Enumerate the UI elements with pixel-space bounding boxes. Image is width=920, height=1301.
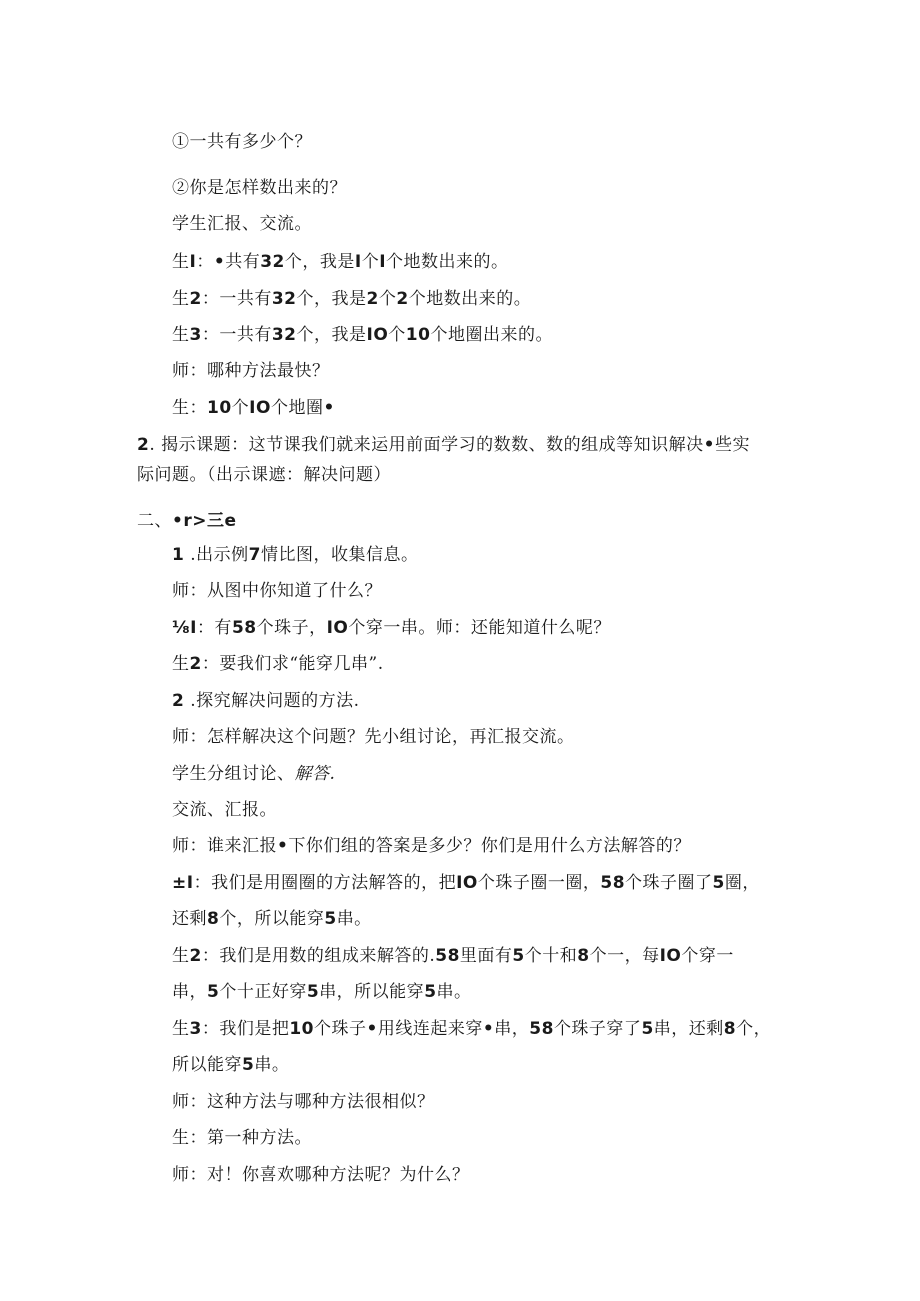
text-run: 10 — [405, 325, 431, 345]
text-run: 串，还剩 — [653, 1019, 724, 1039]
text-run: ：要我们求“能穿几串”. — [201, 654, 384, 674]
text-line — [172, 213, 312, 235]
text-line — [172, 544, 419, 566]
text-line — [172, 397, 335, 419]
text-line — [172, 981, 472, 1003]
text-run: 解答. — [294, 764, 336, 784]
text-run: 师：对！你喜欢哪种方法呢？为什么？ — [172, 1165, 470, 1185]
text-line — [172, 580, 382, 602]
text-run: 生 — [172, 325, 190, 345]
text-run: 师：从图中你知道了什么？ — [172, 581, 382, 601]
text-run: 生 — [172, 289, 190, 309]
text-line — [172, 1091, 435, 1113]
text-run: I — [379, 252, 387, 272]
text-run: 个，我是 — [296, 289, 367, 309]
text-line — [172, 177, 347, 199]
text-run: 个珠子 — [314, 1019, 367, 1039]
text-run: 个十正好穿 — [219, 982, 307, 1002]
text-run: 32 — [260, 252, 285, 272]
text-run: 串， — [494, 1019, 530, 1039]
text-run: 个 — [231, 398, 250, 418]
text-line — [137, 434, 750, 456]
text-run: 8 — [723, 1019, 737, 1039]
text-run: 个穿一串。师：还能知道什么呢？ — [348, 618, 611, 638]
text-run: IO — [326, 618, 349, 638]
text-run: 串。 — [254, 1055, 290, 1075]
text-run: 串，所以能穿 — [319, 982, 425, 1002]
text-run: 个 — [378, 289, 397, 309]
text-run: 个地数出来的。 — [386, 252, 509, 272]
text-line — [172, 726, 575, 748]
text-run: 串， — [172, 982, 207, 1002]
text-run: I — [189, 252, 197, 272]
text-run: • — [703, 435, 716, 455]
text-run: 8 — [577, 946, 590, 966]
text-line — [137, 510, 237, 532]
text-run: 个， — [736, 1019, 772, 1039]
text-run: 5 — [712, 873, 725, 893]
text-run: 个地数出来的。 — [408, 289, 532, 309]
text-run: 些实 — [715, 435, 751, 455]
text-run: 个地圈 — [270, 398, 324, 418]
text-run: 个十和 — [524, 946, 578, 966]
text-line — [172, 908, 372, 930]
text-line — [172, 131, 312, 153]
text-line — [172, 690, 360, 712]
text-line — [172, 1164, 470, 1186]
text-run: 58 — [231, 618, 257, 638]
text-run: 32 — [271, 325, 297, 345]
text-line — [172, 288, 531, 310]
text-run: 3 — [189, 1019, 202, 1039]
text-line — [172, 617, 611, 639]
text-run: 8 — [207, 909, 220, 929]
text-run: 个一，每 — [589, 946, 660, 966]
text-run: 2 — [189, 946, 202, 966]
text-run: ： — [196, 252, 214, 272]
text-run: 1 — [172, 545, 185, 565]
text-line — [172, 324, 553, 346]
text-run: 二、 — [137, 511, 172, 531]
text-run: 下你们组的答案是多少？你们是用什么方法解答的？ — [288, 836, 691, 856]
text-run: ：一共有 — [201, 325, 272, 345]
text-run: 5 — [324, 909, 337, 929]
text-run: 师：怎样解决这个问题？先小组讨论，再汇报交流。 — [172, 727, 575, 747]
text-line — [172, 945, 734, 967]
text-run: IO — [366, 325, 389, 345]
text-run: ②你是怎样数出来的？ — [172, 178, 347, 198]
text-run: 学生汇报、交流。 — [172, 214, 312, 234]
text-run: .出示例 — [184, 545, 249, 565]
text-run: • — [323, 398, 335, 418]
text-run: 5 — [512, 946, 525, 966]
text-run: ：我们是把 — [201, 1019, 290, 1039]
text-run: 所以能穿 — [172, 1055, 242, 1075]
text-run: ⅛I — [172, 618, 197, 638]
text-run: 交流、汇报。 — [172, 800, 277, 820]
text-run: 情比图，收集信息。 — [261, 545, 419, 565]
text-line — [172, 1054, 289, 1076]
text-run: 58 — [435, 946, 460, 966]
text-run: 5 — [306, 982, 320, 1002]
text-run: 个 — [388, 325, 406, 345]
text-run: • — [482, 1019, 495, 1039]
text-run: 生 — [172, 1019, 190, 1039]
text-run: 2 — [396, 289, 409, 309]
text-run: 个珠子， — [256, 618, 327, 638]
text-run: IO — [456, 873, 478, 893]
text-run: 2 — [189, 289, 202, 309]
text-run: • — [277, 836, 289, 856]
text-run: IO — [659, 946, 682, 966]
text-line — [172, 872, 760, 894]
text-line — [172, 763, 335, 785]
text-run: 2 — [189, 654, 202, 674]
text-run: 学生分组讨论、 — [172, 764, 295, 784]
text-run: 共有 — [225, 252, 261, 272]
text-run: 师：哪种方法最快？ — [172, 361, 330, 381]
text-run: 个 — [361, 252, 380, 272]
text-run: 生 — [172, 654, 190, 674]
text-run: 2 — [137, 435, 150, 455]
text-run: 58 — [600, 873, 626, 893]
text-run: 个珠子圈一圈， — [477, 873, 601, 893]
text-run: ：一共有 — [201, 289, 272, 309]
text-line — [172, 653, 384, 675]
text-line — [172, 835, 691, 857]
text-run: 圈， — [724, 873, 760, 893]
text-run: 师：谁来汇报 — [172, 836, 277, 856]
text-run: 个，所以能穿 — [219, 909, 325, 929]
text-line — [172, 799, 277, 821]
text-run: 里面有 — [459, 946, 513, 966]
text-run: 7 — [248, 545, 261, 565]
text-run: IO — [249, 398, 271, 418]
text-run: 58 — [529, 1019, 554, 1039]
text-run: 个地圈出来的。 — [430, 325, 553, 345]
text-run: ±I — [172, 873, 194, 893]
text-run: 师：这种方法与哪种方法很相似？ — [172, 1092, 435, 1112]
text-run: 生 — [172, 252, 190, 272]
text-run: 10 — [207, 398, 232, 418]
text-run: 32 — [271, 289, 297, 309]
text-line — [172, 360, 330, 382]
text-run: 生：第一种方法。 — [172, 1128, 312, 1148]
text-run: .探究解决问题的方法. — [184, 691, 360, 711]
text-run: ①一共有多少个？ — [172, 132, 312, 152]
text-run: 10 — [289, 1019, 315, 1039]
text-run: 个珠子圈了 — [625, 873, 713, 893]
text-run: •r>三e — [172, 511, 237, 531]
text-run: 还剩 — [172, 909, 207, 929]
text-run: ：有 — [196, 618, 232, 638]
text-run: 个，我是 — [296, 325, 367, 345]
text-run: 5 — [242, 1055, 255, 1075]
text-run: 串。 — [436, 982, 472, 1002]
text-run: 个，我是 — [284, 252, 355, 272]
text-line — [172, 1127, 312, 1149]
text-run: 生： — [172, 398, 207, 418]
text-run: 个穿一 — [681, 946, 734, 966]
text-run: . 揭示课题：这节课我们就来运用前面学习的数数、数的组成等知识解决 — [149, 435, 704, 455]
text-run: 个珠子穿了 — [553, 1019, 642, 1039]
text-run: 用线连起来穿 — [377, 1019, 483, 1039]
text-run: 串。 — [336, 909, 372, 929]
text-run: • — [213, 252, 226, 272]
text-line — [172, 1018, 771, 1040]
text-run: I — [354, 252, 362, 272]
text-run: ：我们是用圈圈的方法解答的，把 — [193, 873, 457, 893]
text-line — [137, 464, 391, 486]
text-run: ：我们是用数的组成来解答的. — [201, 946, 436, 966]
text-run: 5 — [207, 982, 220, 1002]
text-line — [172, 251, 509, 273]
text-run: 5 — [641, 1019, 654, 1039]
text-run: 2 — [172, 691, 185, 711]
text-run: 3 — [189, 325, 202, 345]
text-run: 5 — [424, 982, 437, 1002]
text-run: 2 — [366, 289, 379, 309]
text-run: 生 — [172, 946, 190, 966]
text-run: 际问题。（出示课遮：解决问题） — [137, 465, 391, 485]
text-run: • — [366, 1019, 378, 1039]
